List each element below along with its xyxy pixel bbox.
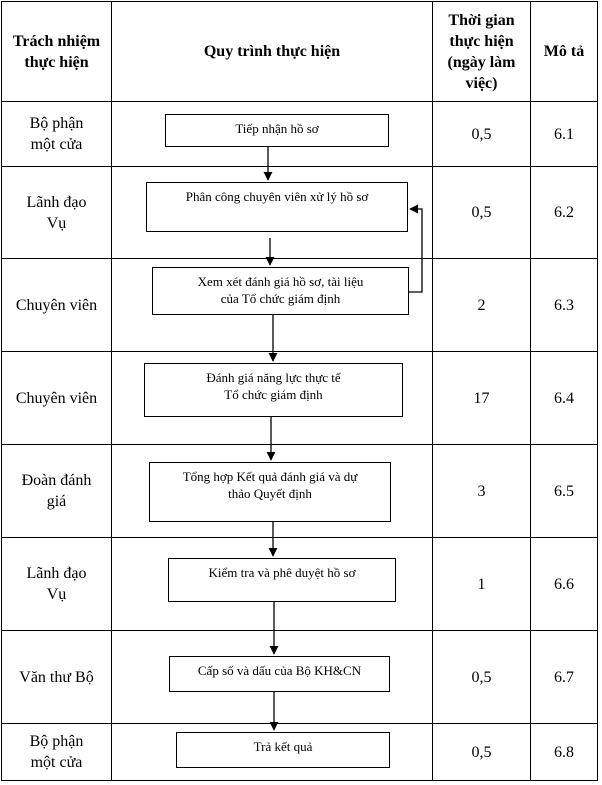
row-2-responsibility: Lãnh đạo Vụ bbox=[26, 193, 87, 232]
table-border-right bbox=[597, 1, 598, 781]
row-1-responsibility: Bộ phận một cửa bbox=[29, 115, 84, 153]
row-7-responsibility: Văn thư Bộ bbox=[19, 668, 94, 686]
row-8-responsibility: Bộ phận một cửa bbox=[29, 733, 84, 771]
row-6-description: 6.6 bbox=[554, 575, 574, 593]
header-duration: Thời gian thực hiện (ngày làm việc) bbox=[447, 11, 516, 92]
flow-step-2: Phân công chuyên viên xử lý hồ sơ bbox=[146, 182, 408, 232]
row-7-duration: 0,5 bbox=[471, 668, 492, 686]
row-1-duration: 0,5 bbox=[471, 125, 492, 143]
row-4-duration: 17 bbox=[473, 389, 490, 407]
row-5-responsibility: Đoàn đánh giá bbox=[21, 472, 92, 510]
row-5-description: 6.5 bbox=[554, 482, 574, 500]
flow-step-1: Tiếp nhận hồ sơ bbox=[165, 114, 389, 147]
flow-step-4: Đánh giá năng lực thực tế Tổ chức giám định bbox=[144, 363, 403, 417]
header-responsibility: Trách nhiệm thực hiện bbox=[12, 32, 101, 71]
row-8-description: 6.8 bbox=[554, 743, 574, 761]
row-7-description: 6.7 bbox=[554, 668, 574, 686]
flow-step-8: Trả kết quả bbox=[176, 732, 390, 768]
row-3-responsibility: Chuyên viên bbox=[15, 296, 98, 314]
row-2-description: 6.2 bbox=[554, 204, 574, 221]
row-6-responsibility: Lãnh đạo Vụ bbox=[26, 565, 87, 603]
header-process: Quy trình thực hiện bbox=[203, 43, 341, 60]
feedback-arrow-3-to-2 bbox=[409, 209, 422, 292]
column-divider bbox=[111, 1, 112, 781]
flow-step-5: Tổng hợp Kết quả đánh giá và dự thảo Quyết định bbox=[149, 462, 391, 522]
row-8-duration: 0,5 bbox=[471, 743, 492, 761]
row-5-duration: 3 bbox=[477, 482, 486, 500]
row-3-description: 6.3 bbox=[554, 296, 574, 314]
flow-step-6: Kiểm tra và phê duyệt hồ sơ bbox=[168, 558, 396, 602]
row-1-description: 6.1 bbox=[554, 125, 574, 143]
row-3-duration: 2 bbox=[477, 296, 486, 314]
flow-step-3: Xem xét đánh giá hồ sơ, tài liệu của Tổ chức giám định bbox=[152, 267, 409, 315]
table-border-bottom bbox=[1, 780, 598, 781]
row-4-responsibility: Chuyên viên bbox=[15, 389, 98, 407]
header-description: Mô tả bbox=[543, 43, 585, 60]
row-4-description: 6.4 bbox=[554, 389, 574, 407]
flow-step-7: Cấp số và dấu của Bộ KH&CN bbox=[169, 656, 390, 692]
row-2-duration: 0,5 bbox=[471, 204, 492, 221]
row-6-duration: 1 bbox=[477, 575, 486, 593]
